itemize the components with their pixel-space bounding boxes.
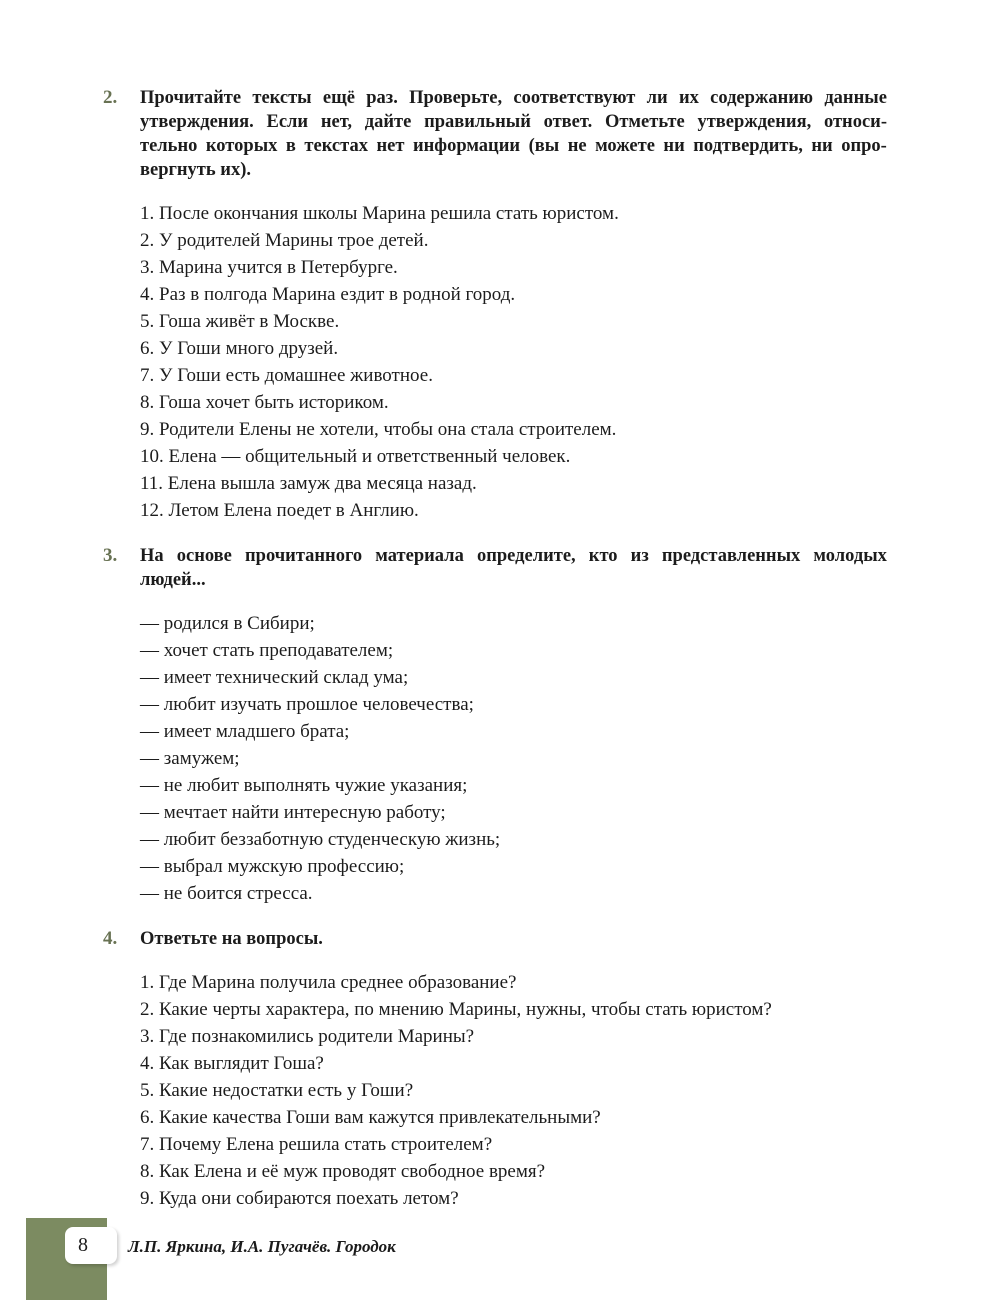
exercise-2-number: 2. — [103, 87, 118, 108]
list-item: 12. Летом Елена поедет в Англию. — [140, 500, 419, 521]
list-item: 11. Елена вышла замуж два месяца назад. — [140, 473, 477, 494]
list-item: — замужем; — [140, 748, 240, 769]
list-item: 10. Елена — общительный и ответственный человек. — [140, 446, 571, 467]
instruction-line: утверждения. Если нет, дайте правильный ответ. Отметьте утверждения, относи- — [140, 112, 887, 132]
question-list — [140, 969, 887, 1212]
footer-credit: Л.П. Яркина, И.А. Пугачёв. Городок — [128, 1237, 396, 1256]
exercise-4-heading — [103, 927, 887, 951]
list-item: 1. После окончания школы Марина решила стать юристом. — [140, 203, 619, 224]
list-item: 6. Какие качества Гоши вам кажутся привлекательными? — [140, 1107, 601, 1128]
list-item: 5. Гоша живёт в Москве. — [140, 311, 340, 332]
list-item: — любит изучать прошлое человечества; — [140, 694, 474, 715]
list-item: — хочет стать преподавателем; — [140, 640, 394, 661]
page-content — [103, 86, 887, 1212]
list-item: 9. Родители Елены не хотели, чтобы она стала строителем. — [140, 419, 617, 440]
list-item: 1. Где Марина получила среднее образование? — [140, 972, 517, 993]
exercise-3-number: 3. — [103, 545, 118, 566]
instruction-line: людей... — [140, 570, 206, 590]
list-item: — родился в Сибири; — [140, 613, 315, 634]
instruction-line: вергнуть их). — [140, 160, 251, 180]
exercise-4 — [103, 927, 887, 1212]
page-number-box — [65, 1227, 117, 1264]
list-item: — имеет младшего брата; — [140, 721, 350, 742]
list-item: 5. Какие недостатки есть у Гоши? — [140, 1080, 414, 1101]
instruction-line: На основе прочитанного материала определите, кто из представленных молодых — [140, 546, 887, 566]
list-item: — мечтает найти интересную работу; — [140, 802, 446, 823]
list-item: 7. У Гоши есть домашнее животное. — [140, 365, 433, 386]
exercise-4-instruction — [140, 927, 887, 951]
list-item: 6. У Гоши много друзей. — [140, 338, 339, 359]
list-item: 2. Какие черты характера, по мнению Марины, нужны, чтобы стать юристом? — [140, 999, 772, 1020]
statement-list — [140, 200, 887, 524]
list-item: — любит беззаботную студенческую жизнь; — [140, 829, 501, 850]
exercise-2-instruction — [140, 86, 887, 182]
list-item: 9. Куда они собираются поехать летом? — [140, 1188, 459, 1209]
list-item: 2. У родителей Марины трое детей. — [140, 230, 429, 251]
list-item: 7. Почему Елена решила стать строителем? — [140, 1134, 493, 1155]
exercise-2-heading — [103, 86, 887, 182]
instruction-line: тельно которых в текстах нет информации (вы не можете ни подтвердить, ни опро- — [140, 136, 887, 156]
exercise-3-heading — [103, 544, 887, 592]
dash-list — [140, 610, 887, 907]
list-item: — выбрал мужскую профессию; — [140, 856, 405, 877]
exercise-4-number: 4. — [103, 928, 118, 949]
list-item: 3. Марина учится в Петербурге. — [140, 257, 398, 278]
list-item: 4. Раз в полгода Марина ездит в родной город. — [140, 284, 516, 305]
list-item: 8. Как Елена и её муж проводят свободное время? — [140, 1161, 546, 1182]
list-item: 4. Как выглядит Гоша? — [140, 1053, 324, 1074]
exercise-3-instruction — [140, 544, 887, 592]
list-item: 3. Где познакомились родители Марины? — [140, 1026, 475, 1047]
instruction-line: Ответьте на вопросы. — [140, 929, 323, 949]
exercise-2 — [103, 86, 887, 524]
instruction-line: Прочитайте тексты ещё раз. Проверьте, соответствуют ли их содержанию данные — [140, 88, 887, 108]
exercise-3 — [103, 544, 887, 907]
list-item: — не боится стресса. — [140, 883, 313, 904]
list-item: 8. Гоша хочет быть историком. — [140, 392, 389, 413]
list-item: — не любит выполнять чужие указания; — [140, 775, 468, 796]
list-item: — имеет технический склад ума; — [140, 667, 409, 688]
page-number: 8 — [78, 1234, 88, 1256]
